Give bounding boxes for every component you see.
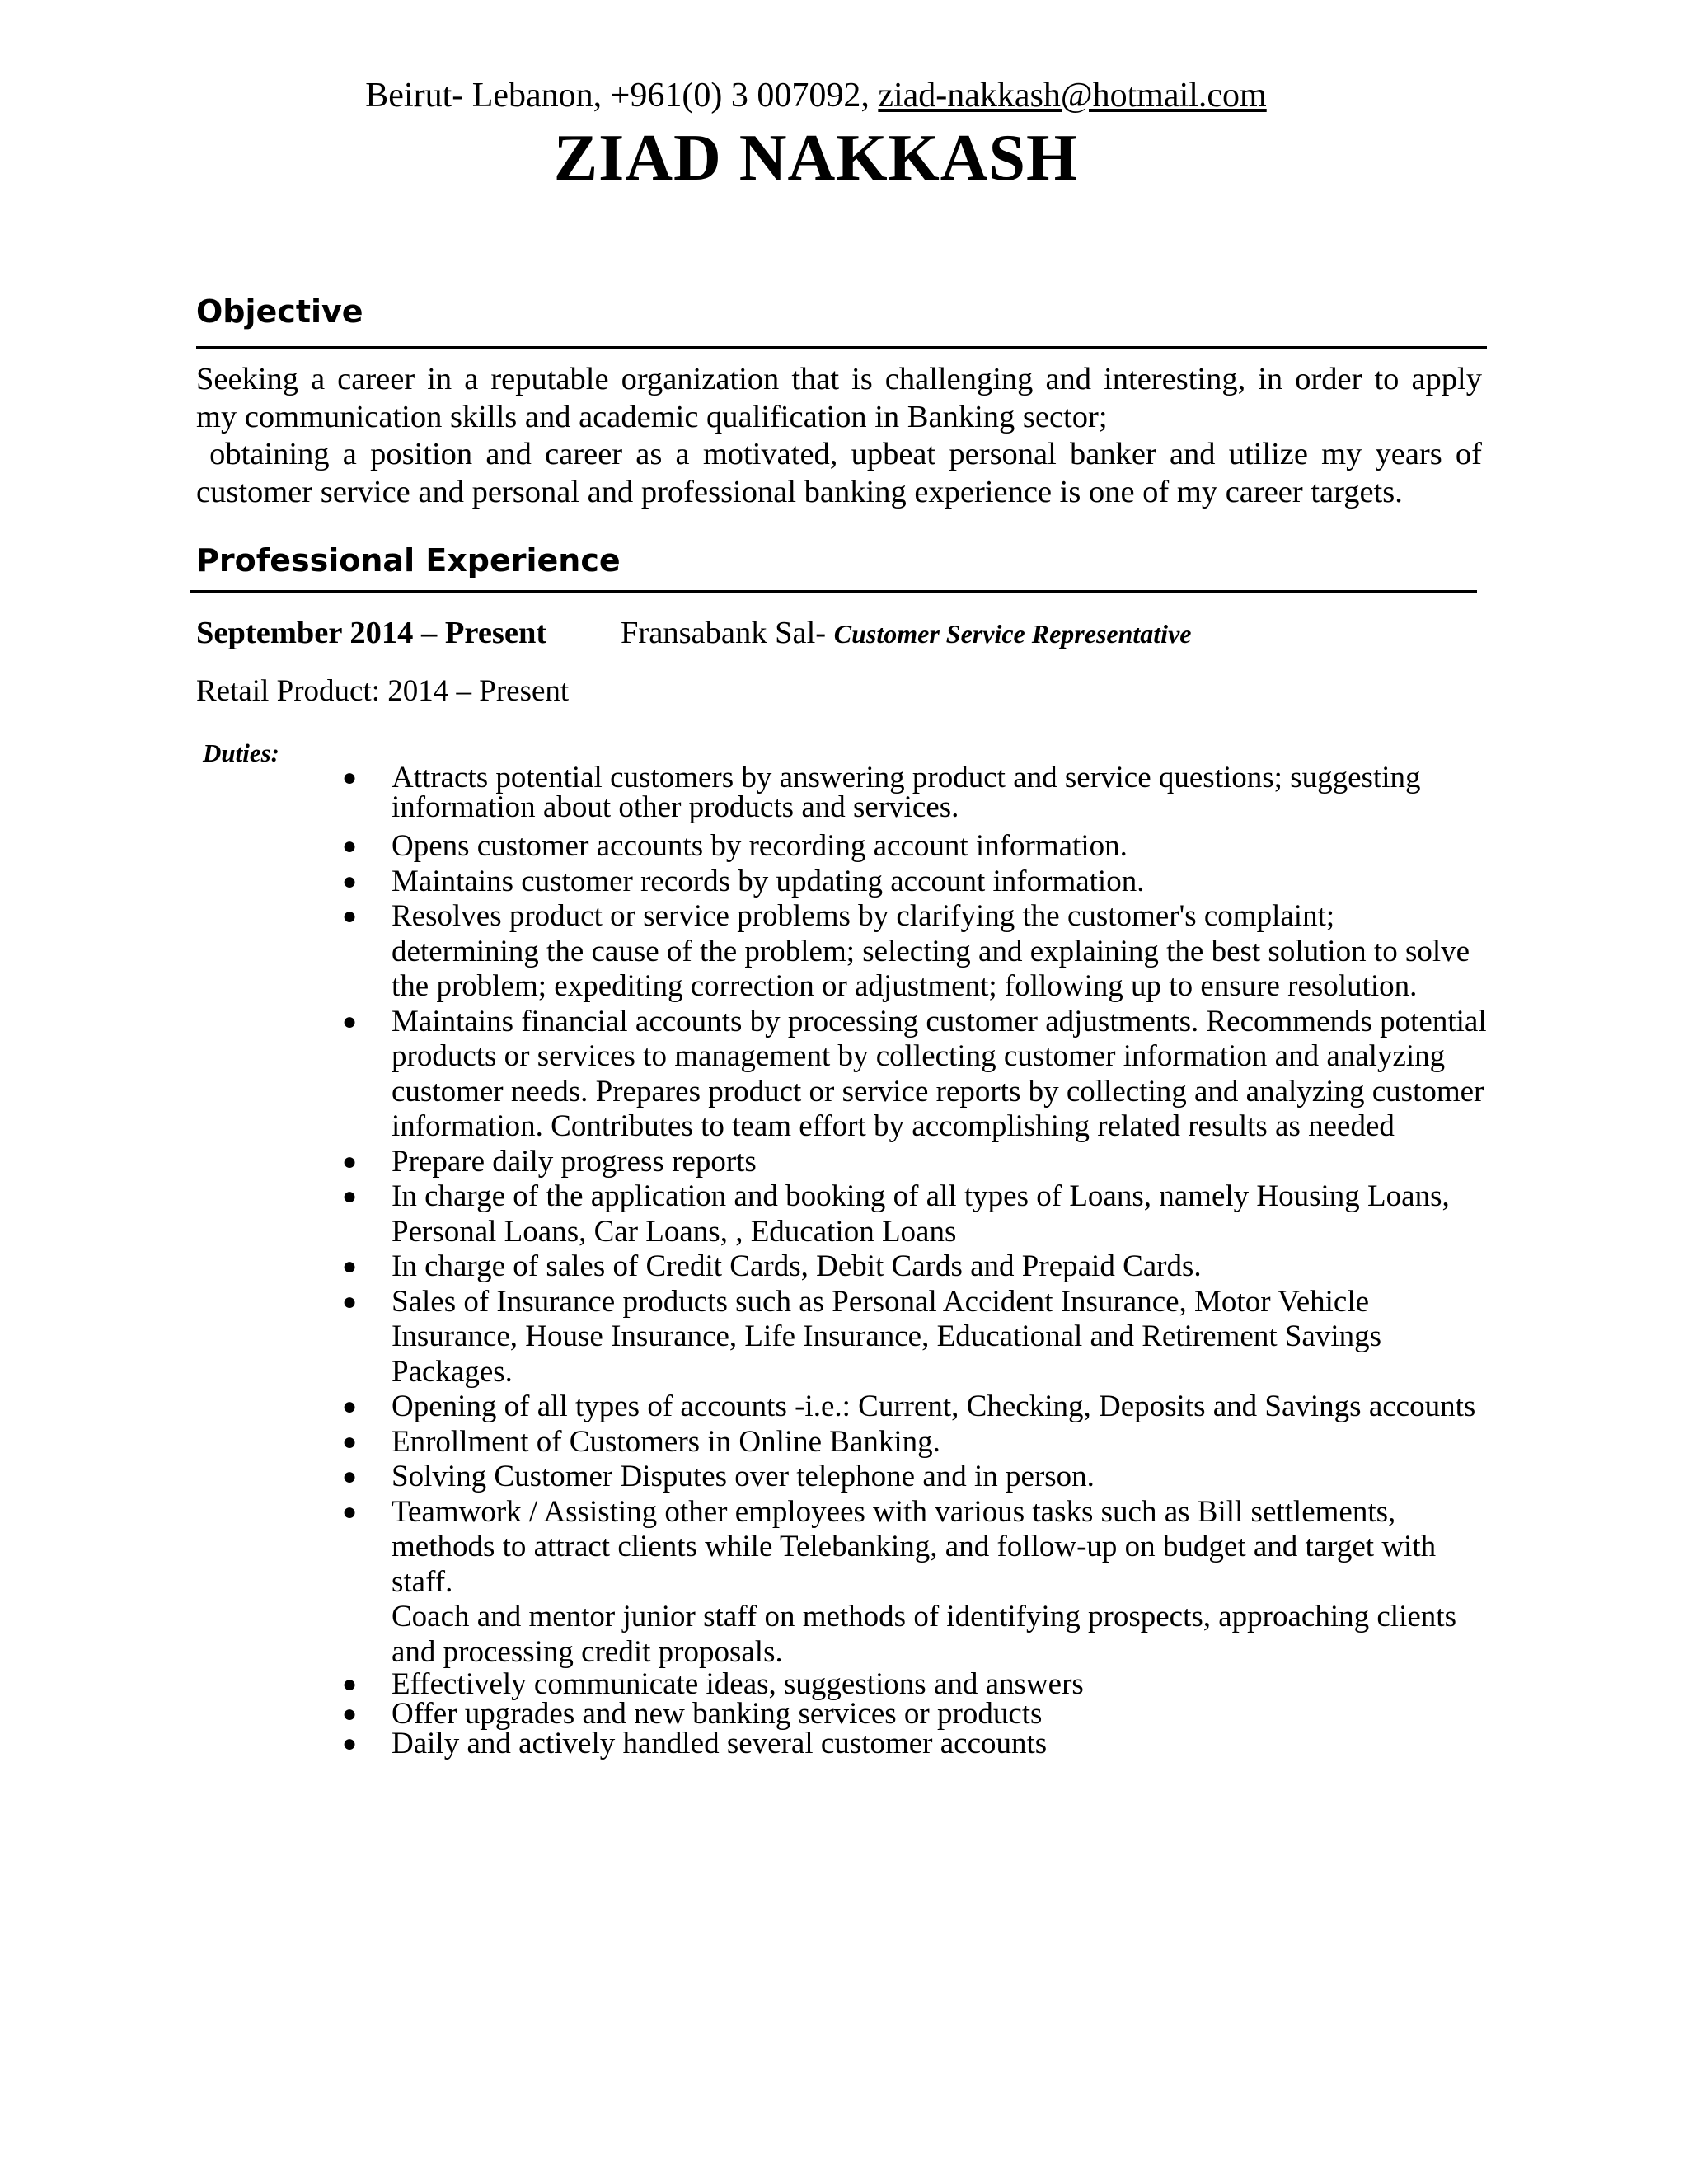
objective-divider: [196, 346, 1487, 349]
experience-divider: [190, 590, 1477, 593]
bullet-icon: ●: [342, 1287, 358, 1315]
duty-item: ● In charge of the application and booking of all types of Loans, namely Housing Loans, Personal Loans, Car Loans, , Education Loans: [342, 1179, 1450, 1249]
duty-item: ● Opening of all types of accounts -i.e.: Current, Checking, Deposits and Savings accounts: [342, 1390, 1476, 1423]
objective-line: Seeking a career in a reputable organization that is challenging and interesting, in order to apply: [196, 362, 1482, 396]
job-title: Customer Service Representative: [833, 619, 1192, 649]
duty-item: ● In charge of sales of Credit Cards, Debit Cards and Prepaid Cards.: [342, 1249, 1202, 1283]
duty-item: ● Solving Customer Disputes over telephone and in person.: [342, 1460, 1095, 1493]
duty-item: ● Maintains financial accounts by processing customer adjustments. Recommends potential products or services to management by collecting customer information and analyzing customer needs. Prepares product or service reports by collecting and analyzing customer information. Contributes to team effort by accomplishing related results as needed: [342, 1004, 1487, 1143]
duty-item: ● Teamwork / Assisting other employees with various tasks such as Bill settlements, methods to attract clients while Telebanking, and follow-up on budget and target with staff. Coach and mentor junior staff on methods of identifying prospects, approaching clients and processing credit proposals.: [342, 1494, 1456, 1669]
bullet-icon: ●: [342, 1497, 358, 1526]
bullet-icon: ●: [342, 867, 358, 895]
contact-line: [0, 73, 1632, 119]
duties-label: Duties:: [203, 738, 279, 767]
bullet-icon: ●: [342, 1730, 358, 1757]
bullet-icon: ●: [342, 1147, 358, 1175]
bullet-icon: ●: [342, 1393, 358, 1420]
bullet-icon: ●: [342, 1700, 358, 1727]
duty-item: ● Offer upgrades and new banking services or products: [342, 1697, 1043, 1731]
candidate-name: ZIAD NAKKASH: [553, 122, 1079, 194]
job-employer-line: [621, 613, 1191, 654]
duty-item: ● Prepare daily progress reports: [342, 1144, 757, 1179]
duty-item: ● Attracts potential customers by answering product and service questions; suggesting information about other products and services.: [342, 761, 1421, 824]
objective-line: customer service and personal and professional banking experience is one of my career targets.: [196, 474, 1403, 509]
duties-list: [342, 761, 1488, 1760]
bullet-icon: ●: [342, 1007, 358, 1035]
job-dates: September 2014 – Present: [196, 616, 547, 650]
job-header: [196, 613, 1192, 653]
duty-item: ● Resolves product or service problems by clarifying the customer's complaint; determining the cause of the problem; selecting and explaining the best solution to solve the problem; expediting correction or adjustment; following up to ensure resolution.: [342, 899, 1470, 1003]
duty-item: ● Sales of Insurance products such as Personal Accident Insurance, Motor Vehicle Insurance, House Insurance, Life Insurance, Educational and Retirement Savings Packages.: [342, 1284, 1382, 1389]
duty-item: ● Maintains customer records by updating account information.: [342, 864, 1145, 898]
objective-line: obtaining a position and career as a motivated, upbeat personal banker and utilize my years of: [196, 437, 1482, 471]
duty-item: ● Daily and actively handled several customer accounts: [342, 1727, 1048, 1760]
email-link[interactable]: ziad-nakkash@hotmail.com: [878, 77, 1267, 115]
contact-info: Beirut- Lebanon, +961(0) 3 007092,: [365, 77, 879, 115]
bullet-icon: ●: [342, 1463, 358, 1490]
bullet-icon: ●: [342, 1253, 358, 1280]
duty-item: ● Opens customer accounts by recording account information.: [342, 829, 1128, 863]
bullet-icon: ●: [342, 832, 358, 860]
objective-text: [196, 361, 1482, 511]
objective-heading: Objective: [196, 293, 363, 330]
duty-item: ● Enrollment of Customers in Online Banking.: [342, 1424, 940, 1459]
duty-item: ● Effectively communicate ideas, suggestions and answers: [342, 1667, 1084, 1701]
experience-heading: Professional Experience: [196, 542, 621, 579]
bullet-icon: ●: [342, 902, 358, 930]
retail-product-line: Retail Product: 2014 – Present: [196, 674, 570, 708]
bullet-icon: ●: [342, 1427, 358, 1455]
bullet-icon: ●: [342, 1671, 358, 1698]
job-employer: Fransabank Sal-: [621, 616, 834, 650]
bullet-icon: ●: [342, 764, 358, 791]
bullet-icon: ●: [342, 1183, 358, 1210]
objective-line: my communication skills and academic qualification in Banking sector;: [196, 399, 1108, 434]
